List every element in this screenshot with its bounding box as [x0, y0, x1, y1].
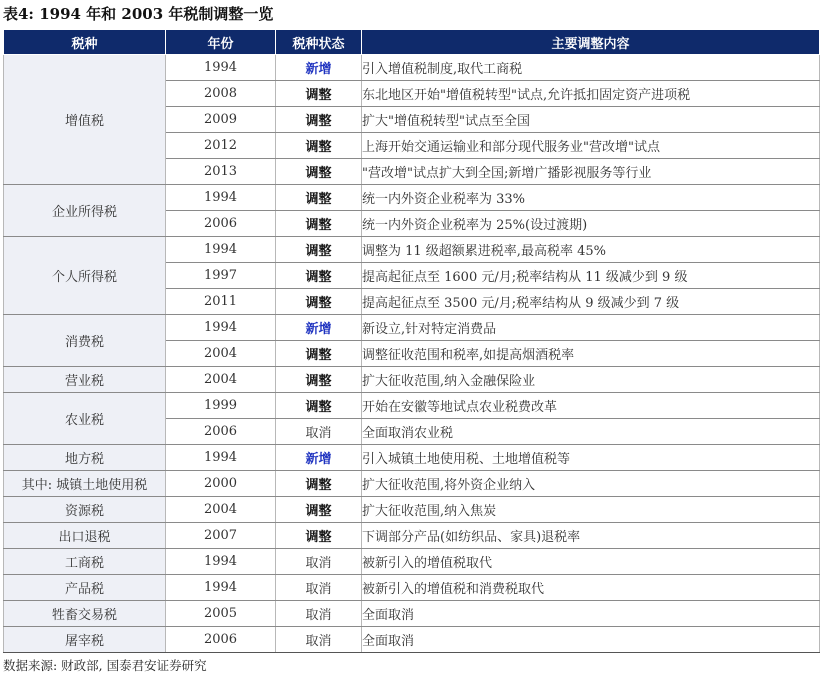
status-cell: 调整 [276, 289, 362, 315]
tax-type-cell: 企业所得税 [4, 185, 166, 237]
header-year: 年份 [166, 30, 276, 55]
year-cell: 1994 [166, 575, 276, 601]
content-cell: 扩大征收范围,纳入焦炭 [362, 497, 820, 523]
status-cell: 调整 [276, 367, 362, 393]
tax-type-cell: 出口退税 [4, 523, 166, 549]
tax-type-cell: 屠宰税 [4, 627, 166, 653]
content-cell: 东北地区开始"增值税转型"试点,允许抵扣固定资产进项税 [362, 81, 820, 107]
tax-type-cell: 牲畜交易税 [4, 601, 166, 627]
year-cell: 2004 [166, 497, 276, 523]
year-cell: 1994 [166, 185, 276, 211]
status-cell: 取消 [276, 419, 362, 445]
content-cell: 全面取消 [362, 627, 820, 653]
tax-type-cell: 其中: 城镇土地使用税 [4, 471, 166, 497]
content-cell: 提高起征点至 1600 元/月;税率结构从 11 级减少到 9 级 [362, 263, 820, 289]
year-cell: 1994 [166, 237, 276, 263]
content-cell: 引入城镇土地使用税、土地增值税等 [362, 445, 820, 471]
status-cell: 调整 [276, 133, 362, 159]
status-cell: 调整 [276, 523, 362, 549]
year-cell: 2006 [166, 211, 276, 237]
source-note: 数据来源: 财政部, 国泰君安证券研究 [3, 658, 207, 673]
content-cell: 统一内外资企业税率为 33% [362, 185, 820, 211]
content-cell: 扩大"增值税转型"试点至全国 [362, 107, 820, 133]
content-cell: 下调部分产品(如纺织品、家具)退税率 [362, 523, 820, 549]
year-cell: 1999 [166, 393, 276, 419]
year-cell: 2004 [166, 367, 276, 393]
year-cell: 2013 [166, 159, 276, 185]
year-cell: 1994 [166, 445, 276, 471]
year-cell: 2011 [166, 289, 276, 315]
status-cell: 调整 [276, 185, 362, 211]
header-status: 税种状态 [276, 30, 362, 55]
status-cell: 取消 [276, 549, 362, 575]
year-cell: 1997 [166, 263, 276, 289]
tax-type-cell: 资源税 [4, 497, 166, 523]
status-cell: 新增 [276, 55, 362, 81]
content-cell: 扩大征收范围,将外资企业纳入 [362, 471, 820, 497]
header-tax-type: 税种 [4, 30, 166, 55]
table-row [4, 497, 820, 523]
tax-type-cell: 增值税 [4, 55, 166, 185]
table-row [4, 549, 820, 575]
table-title: 表4: 1994 年和 2003 年税制调整一览 [3, 5, 274, 23]
tax-type-cell: 产品税 [4, 575, 166, 601]
table-body [4, 55, 820, 653]
header-row [4, 30, 820, 55]
table-row [4, 55, 820, 81]
year-cell: 2005 [166, 601, 276, 627]
year-cell: 1994 [166, 315, 276, 341]
table-row [4, 575, 820, 601]
content-cell: 开始在安徽等地试点农业税费改革 [362, 393, 820, 419]
tax-type-cell: 个人所得税 [4, 237, 166, 315]
year-cell: 2006 [166, 627, 276, 653]
table-row [4, 185, 820, 211]
status-cell: 调整 [276, 341, 362, 367]
tax-reform-table [3, 29, 820, 653]
content-cell: 调整为 11 级超额累进税率,最高税率 45% [362, 237, 820, 263]
status-cell: 调整 [276, 211, 362, 237]
status-cell: 新增 [276, 315, 362, 341]
content-cell: 上海开始交通运输业和部分现代服务业"营改增"试点 [362, 133, 820, 159]
year-cell: 2006 [166, 419, 276, 445]
status-cell: 取消 [276, 575, 362, 601]
status-cell: 调整 [276, 497, 362, 523]
year-cell: 2000 [166, 471, 276, 497]
status-cell: 调整 [276, 107, 362, 133]
content-cell: 调整征收范围和税率,如提高烟酒税率 [362, 341, 820, 367]
status-cell: 调整 [276, 263, 362, 289]
table-row [4, 627, 820, 653]
tax-type-cell: 营业税 [4, 367, 166, 393]
table-row [4, 471, 820, 497]
year-cell: 1994 [166, 549, 276, 575]
tax-type-cell: 农业税 [4, 393, 166, 445]
header-content: 主要调整内容 [362, 30, 820, 55]
table-row [4, 315, 820, 341]
status-cell: 调整 [276, 81, 362, 107]
status-cell: 取消 [276, 601, 362, 627]
status-cell: 调整 [276, 471, 362, 497]
year-cell: 2008 [166, 81, 276, 107]
status-cell: 调整 [276, 237, 362, 263]
table-row [4, 601, 820, 627]
content-cell: 统一内外资企业税率为 25%(设过渡期) [362, 211, 820, 237]
table-row [4, 367, 820, 393]
year-cell: 2009 [166, 107, 276, 133]
tax-type-cell: 工商税 [4, 549, 166, 575]
year-cell: 2007 [166, 523, 276, 549]
tax-type-cell: 消费税 [4, 315, 166, 367]
content-cell: 提高起征点至 3500 元/月;税率结构从 9 级减少到 7 级 [362, 289, 820, 315]
content-cell: 全面取消 [362, 601, 820, 627]
content-cell: 引入增值税制度,取代工商税 [362, 55, 820, 81]
content-cell: 新设立,针对特定消费品 [362, 315, 820, 341]
table-row [4, 393, 820, 419]
table-row [4, 523, 820, 549]
year-cell: 2004 [166, 341, 276, 367]
content-cell: 全面取消农业税 [362, 419, 820, 445]
tax-type-cell: 地方税 [4, 445, 166, 471]
table-row [4, 445, 820, 471]
status-cell: 调整 [276, 393, 362, 419]
table-row [4, 237, 820, 263]
content-cell: 被新引入的增值税取代 [362, 549, 820, 575]
content-cell: 扩大征收范围,纳入金融保险业 [362, 367, 820, 393]
year-cell: 1994 [166, 55, 276, 81]
content-cell: 被新引入的增值税和消费税取代 [362, 575, 820, 601]
status-cell: 取消 [276, 627, 362, 653]
year-cell: 2012 [166, 133, 276, 159]
status-cell: 调整 [276, 159, 362, 185]
status-cell: 新增 [276, 445, 362, 471]
content-cell: "营改增"试点扩大到全国;新增广播影视服务等行业 [362, 159, 820, 185]
